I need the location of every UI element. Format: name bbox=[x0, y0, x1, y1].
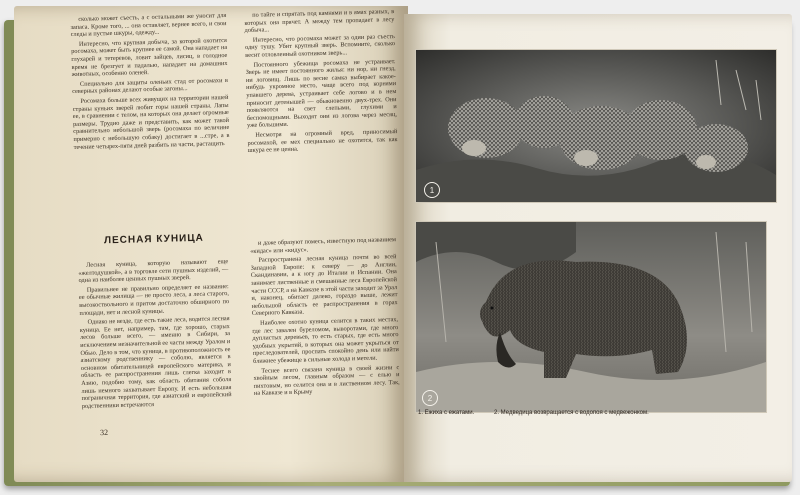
text-column-top-right bbox=[244, 8, 398, 157]
paragraph: Однако не везде, где есть такие леса, водится лесная куница. Ее нет, например, там, где хорошо, старых лесов больше всего, — именно в Сибири, за исключением незначительной ее части между Уралом и Обью. Дело в том, что куница, в противоположность ее азиатскому родственнику — соболю, является в основном обитательницей европейского материка, и область ее распространения лишь слегка заходит в Азию, подобно тому, как область обитания соболя лишь немного захватывает Европу. И есть небольшая пограничная территория, где азиатский и европейский родственники встречаются bbox=[79, 315, 232, 410]
paragraph: Наиболее охотно куница селится в таких местах, где лес завален буреломом, выворотами, где много дуплистых деревьев, то есть старых, где есть много удобных укрытий, в которых она может укрыться от преследователей, проспать спокойно день или найти ближнее убежище в сильные холода и метели. bbox=[252, 316, 399, 365]
hedgehogs-photo bbox=[416, 50, 776, 202]
photo-number-1: 1 bbox=[424, 182, 440, 198]
caption-bears: 2. Медведица возвращается с водопоя с медвежонком. bbox=[494, 410, 649, 416]
bears-photo bbox=[416, 222, 766, 412]
paragraph: Распространена лесная куница почти во всей Западной Европе: к северу — до Англии, Скандинавии, а к югу до Италии и Испании. Она занимает лиственные и смешанные леса Европейской части СССР, а на Кавказе в этой части заходит за Урал и, наконец, обитает далеко, гораздо выше, лежит небольшой область ее распространения в горах Северного Кавказа. bbox=[250, 253, 398, 318]
section-heading: ЛЕСНАЯ КУНИЦА bbox=[103, 232, 204, 247]
paragraph: сколько может съесть, а с остальными же уносит для запаса. Кроме того, ... она оставляет, вернее всего, и свои следы и пустые шкуры, одежду... bbox=[70, 11, 227, 39]
paragraph: Правильнее не правильно определяет ее название: ее обычные жилища — не просто леса, а леса старого, высокоствольного и притом достаточно обширного по площади, нет и лесной куницы. bbox=[78, 282, 230, 317]
paragraph: Интересно, что росомаха может за один раз съесть одну тушу. Убит крупный зверь. Вспомните, сколько весит отловленный охотником зверь... bbox=[244, 32, 396, 59]
paragraph: и даже образуют помесь, известную под названием «кидас» или «кидус». bbox=[250, 236, 397, 255]
paragraph: Интересно, что крупная добыча, за которой охотится росомаха, может быть крупнее ее самой. Она нападает на глухарей и тетеревов, ловит зайцев, лисиц, в голодное время не брезгует и падалью, нападает на домашних животных, особенно оленей. bbox=[71, 36, 228, 79]
text-column-bottom-left bbox=[78, 258, 232, 412]
right-page bbox=[404, 14, 792, 482]
paragraph: Теснее всего связана куница в своей жизни с хвойным лесом, главным образом — с елью и пихтовым, но селится она и в лиственном лесу. Так, на Кавказе и в Крыму bbox=[253, 363, 400, 398]
paragraph: Лесная куница, которую называют еще «желтодушкой», а в торговле сети пушных изделий, — одна из наиболее ценных пушных зверей. bbox=[78, 258, 229, 285]
paragraph: Специально для защиты оленьих стад от росомахи в северных районах делают особые загоны... bbox=[72, 76, 229, 96]
paragraph: Несмотря на огромный вред, приносимый росомахой, ее мех специально не охотятся, так как шкура ее не ценна. bbox=[247, 127, 398, 155]
caption-hedgehogs: 1. Ежиха с ежатами. bbox=[418, 410, 475, 416]
photo-number-2: 2 bbox=[422, 390, 438, 406]
paragraph: Постоянного убежища росомаха не устраивает. Зверь не имеет постоянного жилья: ни нор, ни гнезд, ни логовищ. Лишь по весне самка выбирает какое-нибудь укромное место, чаще всего под корнями упавшего дерева, устраивает себе логово и в нем приносит детенышей — обыкновенно двух-трех. Они появляются на свет слепыми, глухими и беспомощными. Выходят они из логова через месяц, уже большими. bbox=[245, 57, 397, 130]
text-column-bottom-right bbox=[250, 236, 400, 400]
paragraph: по тайге и спрятать под камнями и в ямах разных, в которых она прячет. А между тем пропадает в лесу добыча... bbox=[244, 8, 395, 35]
text-column-top-left bbox=[70, 12, 230, 153]
page-number: 32 bbox=[99, 427, 109, 438]
hedgehogs-illustration bbox=[416, 50, 776, 202]
bears-illustration bbox=[416, 222, 766, 412]
paragraph: Росомаха больше всех живущих на территории нашей страны куньих зверей любит горы нашей страны. Лапы ее, в сравнении с телом, на которых она делает огромные размеры. Трудно даже и представить, как может такой сравнительно небольшой зверь (росомаха по величине примерно с небольшую собаку) достигает в ...стре, а в течение четырех-пяти дней разбить на части, растащить bbox=[72, 93, 230, 151]
left-page bbox=[14, 6, 408, 482]
